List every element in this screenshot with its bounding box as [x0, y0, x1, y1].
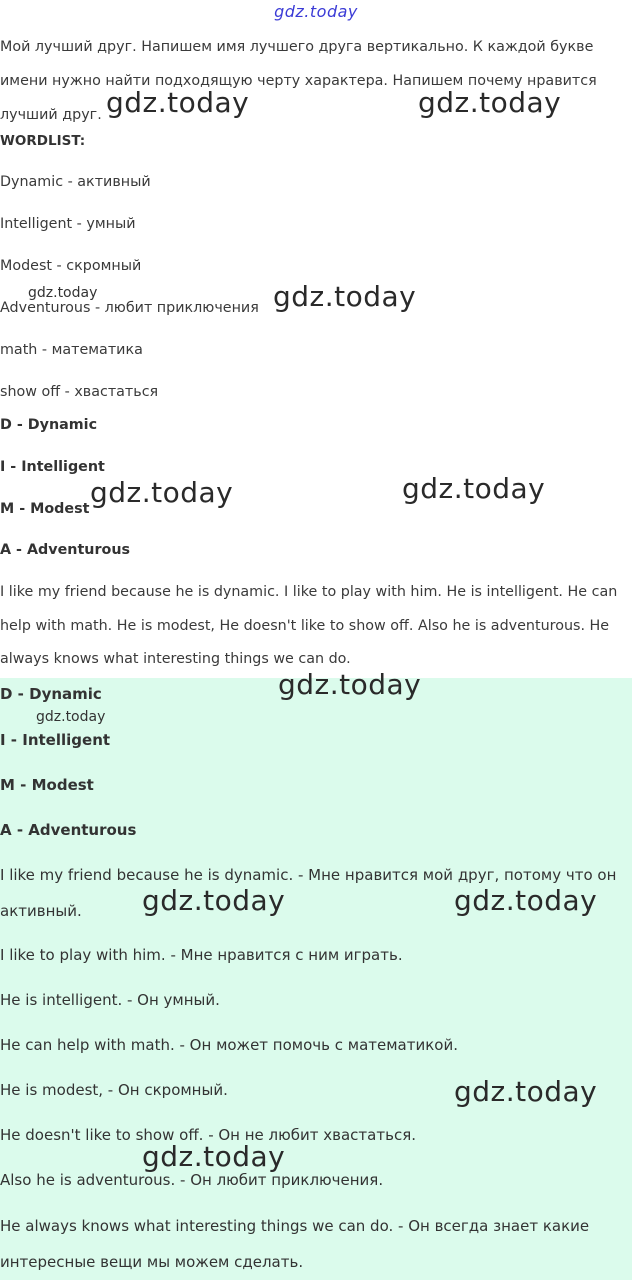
- watermark: gdz.today: [278, 668, 422, 701]
- watermark: gdz.today: [90, 476, 234, 509]
- answer-translation: I like my friend because he is dynamic. - Мне нравится мой друг, потому что он активный.: [0, 866, 617, 920]
- answer-block: [0, 678, 632, 1280]
- watermark-small: gdz.today: [28, 285, 98, 301]
- answer-translation: He always knows what interesting things we can do. - Он всегда знает какие интересные вещи мы можем сделать.: [0, 1217, 590, 1271]
- answer-translation: He is modest, - Он скромный.: [0, 1081, 228, 1099]
- watermark: gdz.today: [142, 1140, 286, 1173]
- wordlist-item: Dynamic - активный: [0, 174, 151, 190]
- acrostic-line: A - Adventurous: [0, 542, 131, 558]
- wordlist-item: Modest - скромный: [0, 258, 142, 274]
- wordlist-item: Adventurous - любит приключения: [0, 300, 259, 316]
- watermark: gdz.today: [402, 472, 546, 505]
- task-intro: Мой лучший друг. Напишем имя лучшего друга вертикально. К каждой букве имени нужно найти подходящую черту характера. Напишем почему нравится лучший друг.: [0, 39, 597, 123]
- acrostic-line: M - Modest: [0, 501, 90, 517]
- answer-translation: He is intelligent. - Он умный.: [0, 991, 220, 1009]
- wordlist-heading: WORDLIST:: [0, 133, 86, 149]
- acrostic-line: D - Dynamic: [0, 417, 98, 433]
- site-logo[interactable]: gdz.today: [274, 2, 358, 21]
- watermark: gdz.today: [142, 884, 286, 917]
- wordlist-item: Intelligent - умный: [0, 216, 136, 232]
- answer-translation: Also he is adventurous. - Он любит приключения.: [0, 1171, 384, 1189]
- watermark: gdz.today: [273, 280, 417, 313]
- answer-translation: He doesn't like to show off. - Он не любит хвастаться.: [0, 1126, 416, 1144]
- watermark: gdz.today: [454, 1075, 598, 1108]
- answer-translation: I like to play with him. - Мне нравится с ним играть.: [0, 946, 403, 964]
- answer-acrostic-line: D - Dynamic: [0, 685, 102, 703]
- wordlist-item: show off - хвастаться: [0, 384, 159, 400]
- acrostic-line: I - Intelligent: [0, 459, 105, 475]
- answer-acrostic-line: I - Intelligent: [0, 731, 111, 749]
- watermark-small: gdz.today: [36, 709, 106, 725]
- watermark: gdz.today: [454, 884, 598, 917]
- answer-acrostic-line: A - Adventurous: [0, 821, 137, 839]
- answer-translation: He can help with math. - Он может помочь с математикой.: [0, 1036, 458, 1054]
- wordlist-item: math - математика: [0, 342, 143, 358]
- watermark: gdz.today: [418, 86, 562, 119]
- answer-acrostic-line: M - Modest: [0, 776, 94, 794]
- watermark: gdz.today: [106, 86, 250, 119]
- story-paragraph: I like my friend because he is dynamic. I like to play with him. He is intelligent. He can help with math. He is modest, He doesn't like to show off. Also he is adventurous. He always knows what interesting things we can do.: [0, 584, 618, 667]
